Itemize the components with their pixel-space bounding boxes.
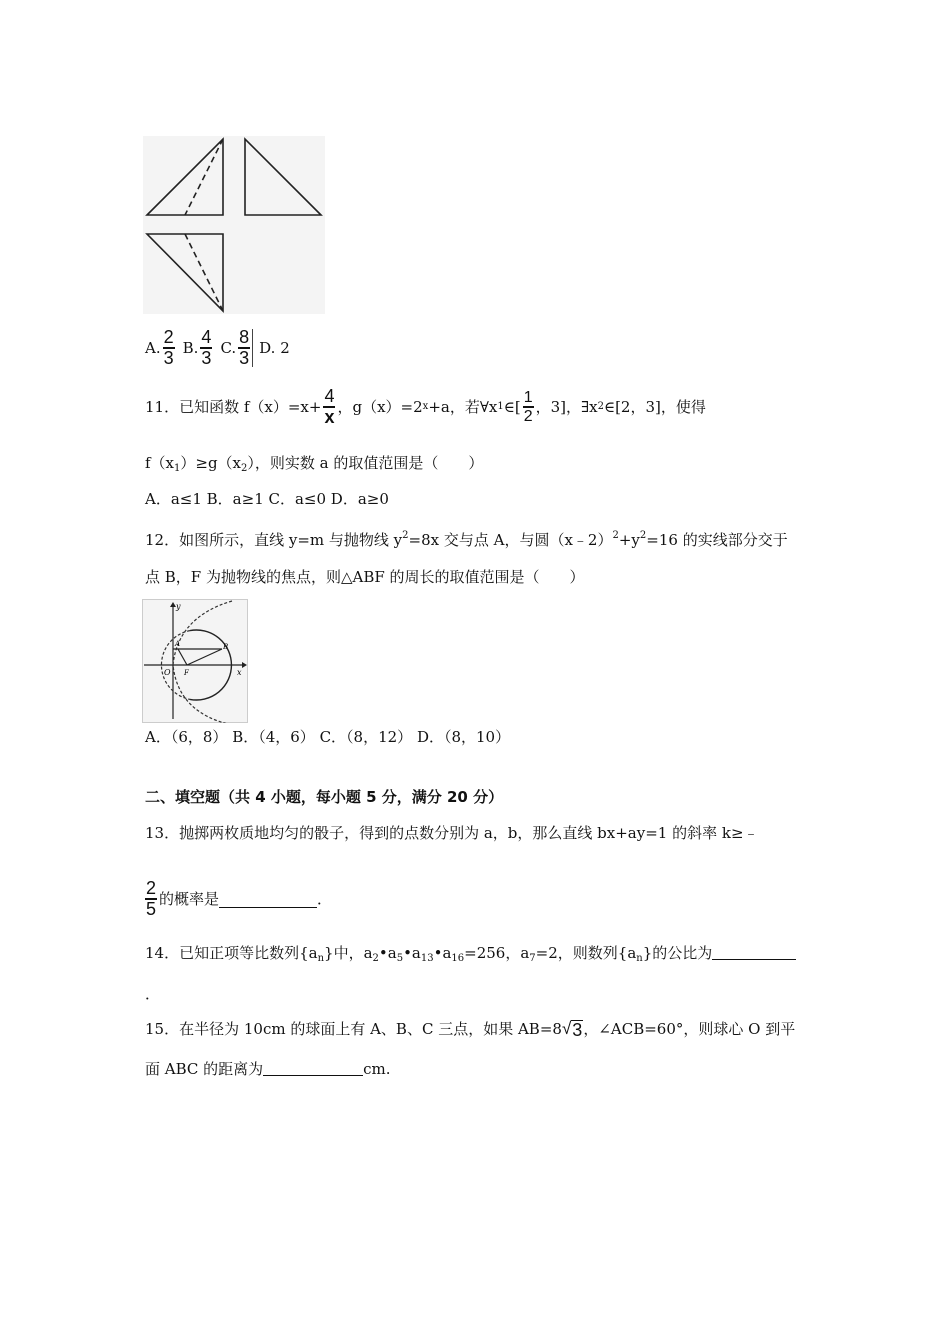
q14-s3: 5 bbox=[396, 953, 404, 964]
label-x: x bbox=[237, 668, 242, 677]
q14-t-c: •a bbox=[378, 944, 397, 962]
q11-text-5: ，3]，∃x bbox=[535, 398, 598, 416]
q11-text-1: 11．已知函数 f（x）=x+ bbox=[145, 398, 322, 416]
q11-l2-sub1: 1 bbox=[174, 463, 181, 474]
q14-s5: 16 bbox=[451, 953, 465, 964]
q12-l1-c: +y bbox=[618, 531, 640, 549]
q15-answer-blank[interactable] bbox=[263, 1059, 363, 1076]
q15-sqrt: √ 3 bbox=[561, 1019, 583, 1040]
label-y: y bbox=[176, 602, 181, 611]
q11-sub-2: 2 bbox=[597, 401, 604, 412]
parabola-circle-figure bbox=[142, 599, 248, 723]
q15-line2 bbox=[145, 1059, 391, 1079]
q11-text-3: +a，若∀x bbox=[428, 398, 498, 416]
q14-s1: n bbox=[317, 953, 325, 964]
q14-s6: 7 bbox=[529, 953, 536, 964]
q11-sup-x: x bbox=[422, 401, 429, 412]
q10-option-a-label: A. bbox=[145, 339, 161, 357]
q11-fraction-4-over-x bbox=[323, 387, 335, 427]
q11-text-2: ，g（x）=2 bbox=[337, 398, 423, 416]
q10-option-d: D. 2 bbox=[259, 339, 290, 357]
q11-l2-c: ），则实数 a 的取值范围是（ ） bbox=[247, 454, 484, 472]
three-view-figure bbox=[143, 136, 325, 314]
q10-options bbox=[145, 328, 290, 368]
q12-l1-b: =8x 交与点 A，与圆（x﹣2） bbox=[408, 531, 613, 549]
q13-frac-denominator: 5 bbox=[146, 899, 157, 919]
q12-l1-sup2: 2 bbox=[612, 530, 619, 541]
q11-l2-a: f（x bbox=[145, 454, 175, 472]
figure-background bbox=[143, 136, 325, 314]
q12-options: A．（6，8） B．（4，6） C．（8，12） D．（8，10） bbox=[145, 728, 511, 746]
q14-t-a: 14．已知正项等比数列{a bbox=[145, 944, 318, 962]
q14-t-f: =256，a bbox=[464, 944, 530, 962]
q10-option-a-fraction bbox=[163, 328, 175, 368]
q12-l1-sup1: 2 bbox=[402, 530, 409, 541]
q12-line2: 点 B，F 为抛物线的焦点，则△ABF 的周长的取值范围是（ ） bbox=[145, 568, 585, 586]
q14-s7: n bbox=[636, 953, 643, 964]
q13-line1: 13．抛掷两枚质地均匀的骰子，得到的点数分别为 a，b，那么直线 bx+ay=1 的斜率 k≥﹣ bbox=[145, 824, 759, 842]
q13-line2 bbox=[145, 877, 332, 921]
q10-option-a-denominator: 3 bbox=[163, 348, 174, 368]
q11-text-4: ∈[ bbox=[503, 398, 521, 416]
q11-l2-b: ）≥g（x bbox=[180, 454, 242, 472]
q13-fraction bbox=[145, 879, 157, 919]
q11-frac2-numerator: 1 bbox=[523, 389, 533, 406]
q10-option-c-fraction bbox=[238, 328, 250, 368]
q12-l1-sup3: 2 bbox=[639, 530, 647, 541]
q14-t-g: =2，则数列{a bbox=[535, 944, 637, 962]
q14-t-b: }中，a bbox=[324, 944, 373, 962]
label-b: B bbox=[223, 643, 229, 651]
q11-line2 bbox=[145, 453, 483, 479]
q10-option-c-label: C. bbox=[220, 339, 237, 357]
q10-option-c-denominator: 3 bbox=[239, 348, 250, 368]
q15-sqrt-radicand: 3 bbox=[572, 1020, 583, 1040]
q10-option-b-label: B. bbox=[182, 339, 199, 357]
q13-end: ． bbox=[317, 890, 333, 908]
q12-l1-a: 12．如图所示，直线 y=m 与抛物线 y bbox=[145, 531, 403, 549]
q10-option-a-numerator: 2 bbox=[163, 327, 174, 347]
q14-s2: 2 bbox=[372, 953, 379, 964]
q11-sub-1: 1 bbox=[497, 401, 504, 412]
q12-l1-d: =16 的实线部分交于 bbox=[646, 531, 788, 549]
q15-unit: cm. bbox=[363, 1060, 391, 1078]
q11-frac2-denominator: 2 bbox=[523, 408, 533, 425]
q11-frac-denominator: x bbox=[324, 407, 335, 427]
q13-text: 的概率是 bbox=[159, 890, 220, 908]
q11-l2-sub2: 2 bbox=[241, 463, 248, 474]
q12-line1 bbox=[145, 526, 788, 550]
q13-answer-blank[interactable] bbox=[219, 891, 317, 908]
q15-l2-text: 面 ABC 的距离为 bbox=[145, 1060, 264, 1078]
q15-text-a: 15．在半径为 10cm 的球面上有 A、B、C 三点，如果 AB=8 bbox=[145, 1020, 562, 1038]
q10-option-b-fraction bbox=[200, 328, 212, 368]
q11-options: A．a≤1 B．a≥1 C．a≤0 D．a≥0 bbox=[145, 490, 389, 508]
section-2-title: 二、填空题（共 4 小题，每小题 5 分，满分 20 分） bbox=[145, 788, 504, 806]
q11-line1 bbox=[145, 385, 706, 429]
label-f: F bbox=[184, 669, 189, 677]
label-a: A bbox=[175, 640, 181, 648]
q14-t-e: •a bbox=[433, 944, 452, 962]
q15-line1 bbox=[145, 1016, 795, 1042]
q10-option-c-numerator: 8 bbox=[239, 327, 250, 347]
q10-fraction-divider bbox=[252, 329, 253, 367]
q13-frac-numerator: 2 bbox=[146, 878, 157, 898]
q14-t-h: }的公比为 bbox=[642, 944, 713, 962]
q14-end: ． bbox=[145, 985, 161, 1003]
q11-fraction-half bbox=[523, 389, 534, 425]
q11-text-6: ∈[2，3]，使得 bbox=[603, 398, 706, 416]
q14-line1 bbox=[145, 943, 796, 969]
q14-answer-blank[interactable] bbox=[712, 943, 796, 960]
q14-s4: 13 bbox=[420, 953, 434, 964]
q10-option-b-denominator: 3 bbox=[201, 348, 212, 368]
q11-frac-numerator: 4 bbox=[324, 386, 335, 406]
label-o: O bbox=[164, 668, 171, 677]
q10-option-b-numerator: 4 bbox=[201, 327, 212, 347]
q15-text-b: ，∠ACB=60°，则球心 O 到平 bbox=[583, 1020, 796, 1038]
q14-t-d: •a bbox=[403, 944, 421, 962]
